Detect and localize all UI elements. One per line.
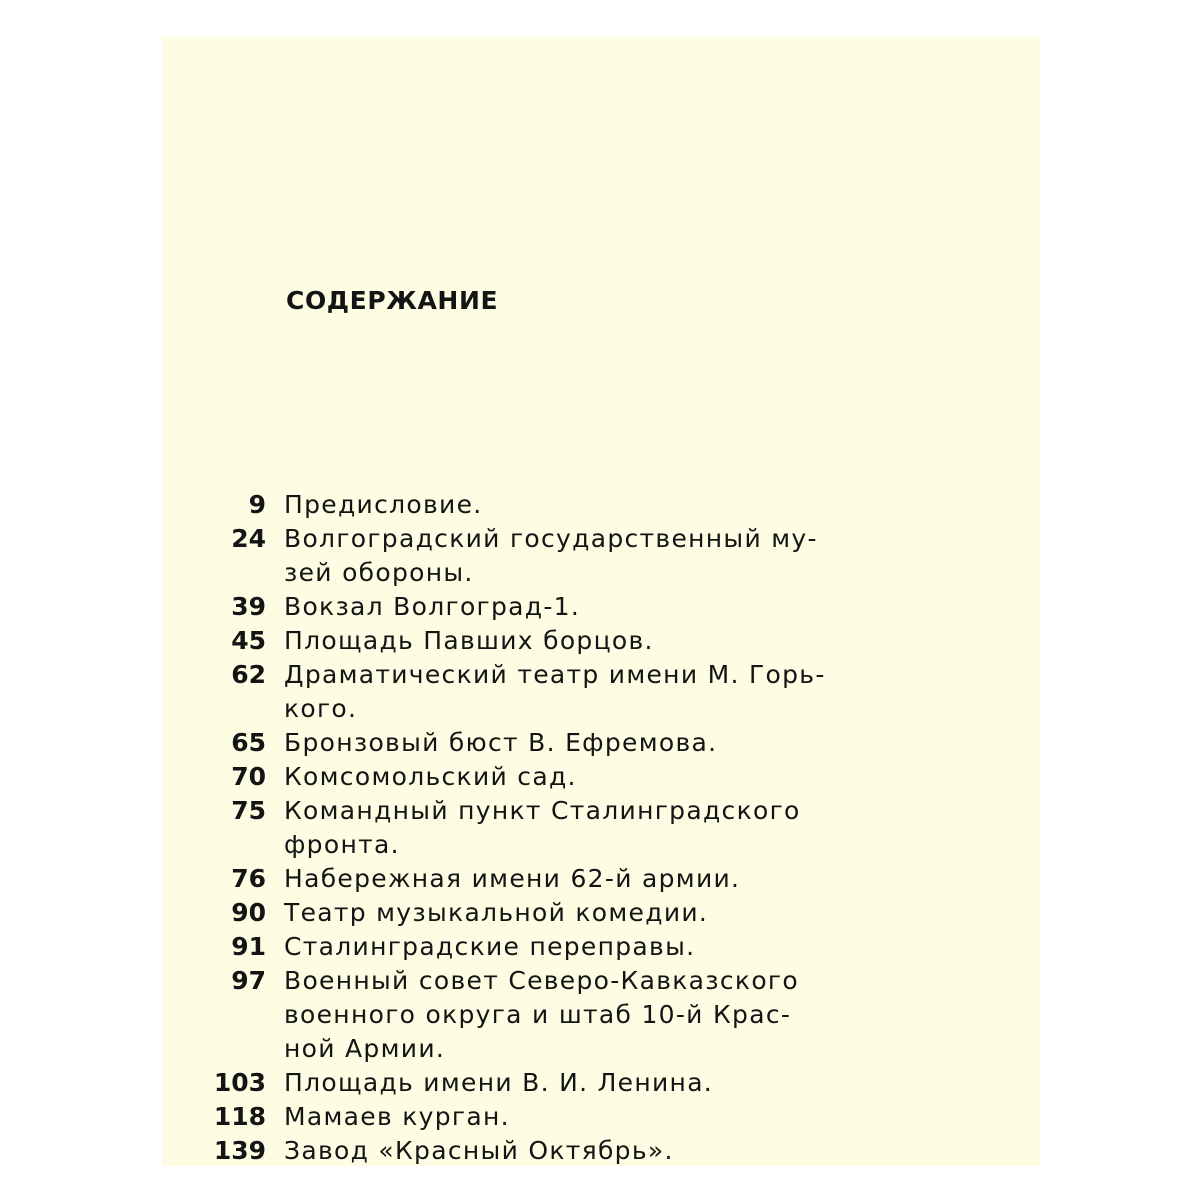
toc-entry — [192, 1134, 872, 1168]
toc-entry — [192, 1066, 872, 1100]
toc-entry — [192, 590, 872, 624]
toc-entry — [192, 862, 872, 896]
toc-entry-title: Бронзовый бюст В. Ефремова. — [284, 728, 718, 757]
toc-entry-title: Волгоградский государственный му- зей обороны. — [284, 524, 818, 587]
book-page — [162, 36, 1040, 1166]
toc-entry-title: Театр музыкальной комедии. — [284, 898, 709, 927]
toc-entry-title: Площадь Павших борцов. — [284, 626, 654, 655]
toc-page-number: 75 — [231, 796, 266, 825]
toc-entry-title: Сталинградские переправы. — [284, 932, 696, 961]
toc-entry-title: Комсомольский сад. — [284, 762, 577, 791]
toc-entry — [192, 522, 872, 590]
toc-page-number: 39 — [231, 592, 266, 621]
table-of-contents — [192, 488, 872, 1168]
toc-page-number: 45 — [231, 626, 266, 655]
toc-entry-title: Мамаев курган. — [284, 1102, 510, 1131]
toc-entry — [192, 930, 872, 964]
toc-entry — [192, 658, 872, 726]
toc-entry-title: Командный пункт Сталинградского фронта. — [284, 796, 801, 859]
toc-entry — [192, 760, 872, 794]
toc-entry-title: Набережная имени 62-й армии. — [284, 864, 741, 893]
toc-page-number: 70 — [231, 762, 266, 791]
toc-page-number: 62 — [231, 660, 266, 689]
toc-page-number: 76 — [231, 864, 266, 893]
toc-page-number: 139 — [213, 1136, 266, 1165]
toc-page-number: 24 — [231, 524, 266, 553]
toc-entry-title: Военный совет Северо-Кавказского военного округа и штаб 10-й Крас- ной Армии. — [284, 966, 799, 1063]
toc-page-number: 103 — [213, 1068, 266, 1097]
toc-entry — [192, 896, 872, 930]
toc-page-number: 65 — [231, 728, 266, 757]
toc-entry-title: Площадь имени В. И. Ленина. — [284, 1068, 714, 1097]
toc-page-number: 9 — [248, 490, 266, 519]
toc-page-number: 91 — [231, 932, 266, 961]
toc-entry-title: Предисловие. — [284, 490, 483, 519]
toc-entry — [192, 488, 872, 522]
toc-page-number: 97 — [231, 966, 266, 995]
toc-entry — [192, 1100, 872, 1134]
toc-entry-title: Завод «Красный Октябрь». — [284, 1136, 674, 1165]
page-title: СОДЕРЖАНИЕ — [286, 286, 499, 315]
toc-page-number: 90 — [231, 898, 266, 927]
toc-entry — [192, 964, 872, 1066]
toc-entry — [192, 726, 872, 760]
toc-entry — [192, 794, 872, 862]
toc-entry-title: Драматический театр имени М. Горь- кого. — [284, 660, 826, 723]
toc-page-number: 118 — [213, 1102, 266, 1131]
toc-entry-title: Вокзал Волгоград-1. — [284, 592, 581, 621]
toc-entry — [192, 624, 872, 658]
